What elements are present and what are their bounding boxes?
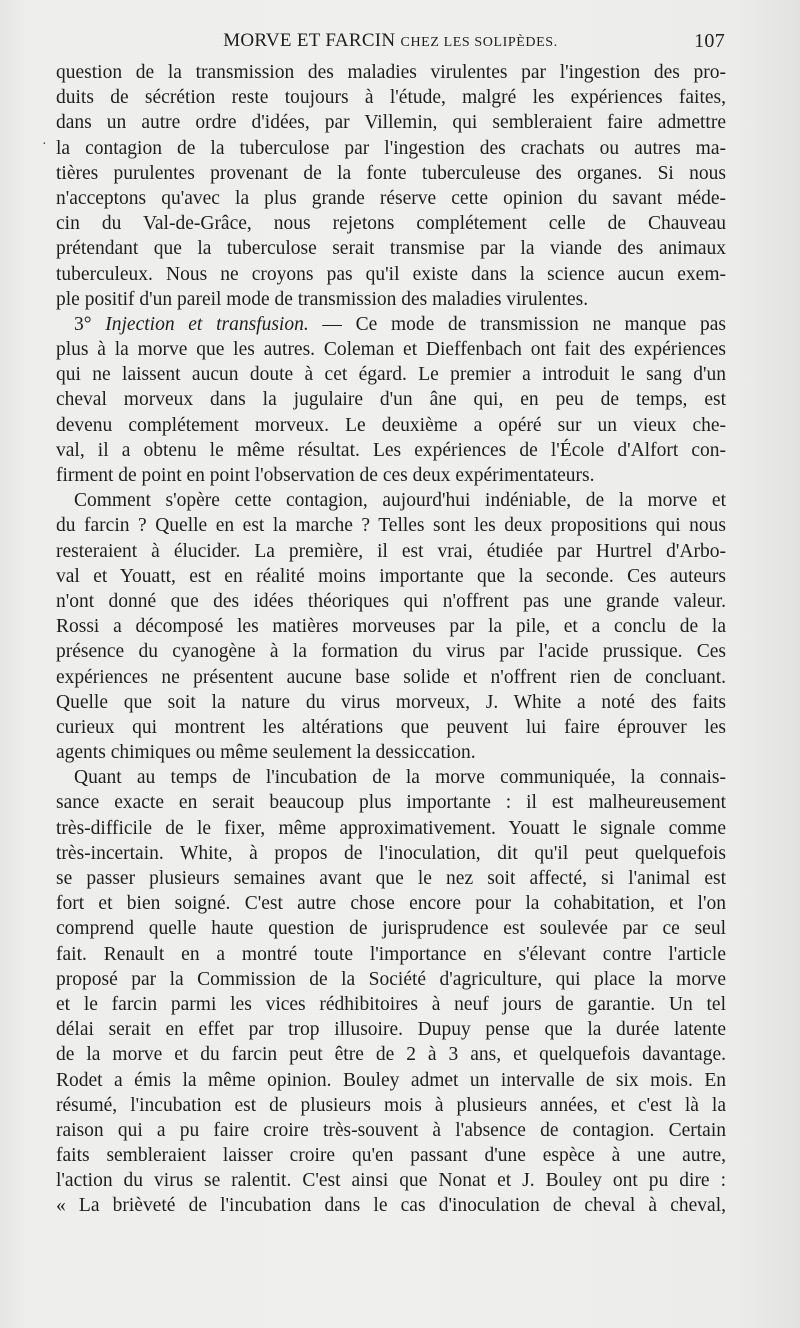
text-line: devenu complétement morveux. Le deuxième a opéré sur un vieux che- (56, 414, 726, 436)
text-line: Rodet a émis la même opinion. Bouley admet un intervalle de six mois. En (56, 1069, 726, 1091)
text-line: n'ont donné que des idées théoriques qui n'offrent pas une grande valeur. (56, 590, 726, 612)
section-number: 3° (74, 313, 106, 335)
text-line: ple positif d'un pareil mode de transmission des maladies virulentes. (56, 288, 589, 310)
text-line: resteraient à élucider. La première, il est vrai, étudiée par Hurtrel d'Arbo- (56, 540, 726, 562)
running-title (56, 30, 725, 52)
section-title-italic: Injection et transfusion. (105, 313, 309, 335)
text-line: se passer plusieurs semaines avant que le nez soit affecté, si l'animal est (56, 868, 726, 889)
text-line: Rossi a décomposé les matières morveuses par la pile, et a conclu de la (56, 616, 726, 638)
text-line: très-difficile de le fixer, même approximativement. Youatt le signale comme (56, 817, 726, 839)
margin-dot: · (42, 137, 47, 152)
text-line: sance exacte en serait beaucoup plus importante : il est malheureusement (56, 792, 726, 814)
text-line: du farcin ? Quelle en est la marche ? Telles sont les deux propositions qui nous (56, 515, 726, 537)
text-line: proposé par la Commission de la Société d'agriculture, qui place la morve (56, 968, 726, 990)
text-line: fort et bien soigné. C'est autre chose encore pour la cohabitation, et l'on (56, 893, 726, 915)
text-line: dans un autre ordre d'idées, par Villemin, qui sembleraient faire admettre (56, 112, 726, 134)
text-line: expériences ne présentent aucune base solide et n'offrent rien de concluant. (56, 666, 726, 688)
text-line: tuberculeux. Nous ne croyons pas qu'il existe dans la science aucun exem- (56, 263, 726, 285)
text-line: « La brièveté de l'incubation dans le cas d'inoculation de cheval à cheval, (56, 1195, 726, 1217)
text-line: fait. Renault en a montré toute l'importance en s'élevant contre l'article (56, 943, 726, 965)
section-text: — Ce mode de transmission ne manque pas (308, 313, 726, 335)
text-line: présence du cyanogène à la formation du virus par l'acide prussique. Ces (56, 641, 726, 663)
text-line: faits sembleraient laisser croire qu'en passant d'une espèce à une autre, (56, 1145, 726, 1167)
text-line: qui ne laissent aucun doute à cet égard. Le premier a introduit le sang d'un (56, 364, 726, 386)
text-line: la contagion de la tuberculose par l'ingestion des crachats ou autres ma- (56, 137, 726, 159)
text-line: tières purulentes provenant de la fonte tuberculeuse des organes. Si nous (56, 162, 726, 184)
text-line: prétendant que la tuberculose serait transmise par la viande des animaux (56, 238, 726, 260)
text-line: question de la transmission des maladies virulentes par l'ingestion des pro- (56, 62, 726, 83)
text-line: et le farcin parmi les vices rédhibitoires à neuf jours de garantie. Un tel (56, 993, 726, 1015)
body-text (56, 60, 726, 1219)
page-number: 107 (694, 30, 725, 52)
text-line: de la morve et du farcin peut être de 2 à 3 ans, et quelquefois davantage. (56, 1044, 726, 1066)
text-line: duits de sécrétion reste toujours à l'étude, malgré les expériences faites, (56, 87, 726, 109)
text-line: raison qui a pu faire croire très-souvent à l'absence de contagion. Certain (56, 1119, 726, 1141)
running-head (56, 30, 725, 60)
section-heading-line (56, 312, 726, 337)
text-line: firment de point en point l'observation de ces deux expérimentateurs. (56, 465, 595, 486)
text-line: val et Youatt, est en réalité moins importante que la seconde. Ces auteurs (56, 565, 726, 587)
text-line: plus à la morve que les autres. Coleman et Dieffenbach ont fait des expériences (56, 339, 726, 361)
text-line: l'action du virus se ralentit. C'est ainsi que Nonat et J. Bouley ont pu dire : (56, 1170, 726, 1192)
text-line: comprend quelle haute question de jurisprudence est soulevée par ce seul (56, 918, 726, 940)
text-line: Quant au temps de l'incubation de la morve communiquée, la connais- (74, 767, 726, 789)
text-line: délai serait en effet par trop illusoire. Dupuy pense que la durée latente (56, 1019, 726, 1041)
text-line: agents chimiques ou même seulement la dessiccation. (56, 742, 476, 764)
text-line: très-incertain. White, à propos de l'inoculation, dit qu'il peut quelquefois (56, 842, 726, 864)
text-line: résumé, l'incubation est de plusieurs mois à plusieurs années, et c'est là la (56, 1094, 726, 1116)
text-line: cin du Val-de-Grâce, nous rejetons complétement celle de Chauveau (56, 213, 726, 235)
text-line: Comment s'opère cette contagion, aujourd'hui indéniable, de la morve et (74, 490, 726, 512)
text-line: Quelle que soit la nature du virus morveux, J. White a noté des faits (56, 691, 726, 713)
text-line: cheval morveux dans la jugulaire d'un âne qui, en peu de temps, est (56, 389, 726, 411)
text-line: n'acceptons qu'avec la plus grande réserve cette opinion du savant méde- (56, 187, 726, 209)
running-title-sub: CHEZ LES SOLIPÈDES. (400, 35, 558, 50)
running-title-main: MORVE ET FARCIN (223, 30, 396, 51)
text-line: curieux qui montrent les altérations que peuvent lui faire éprouver les (56, 716, 726, 738)
text-line: val, il a obtenu le même résultat. Les expériences de l'École d'Alfort con- (56, 439, 726, 461)
